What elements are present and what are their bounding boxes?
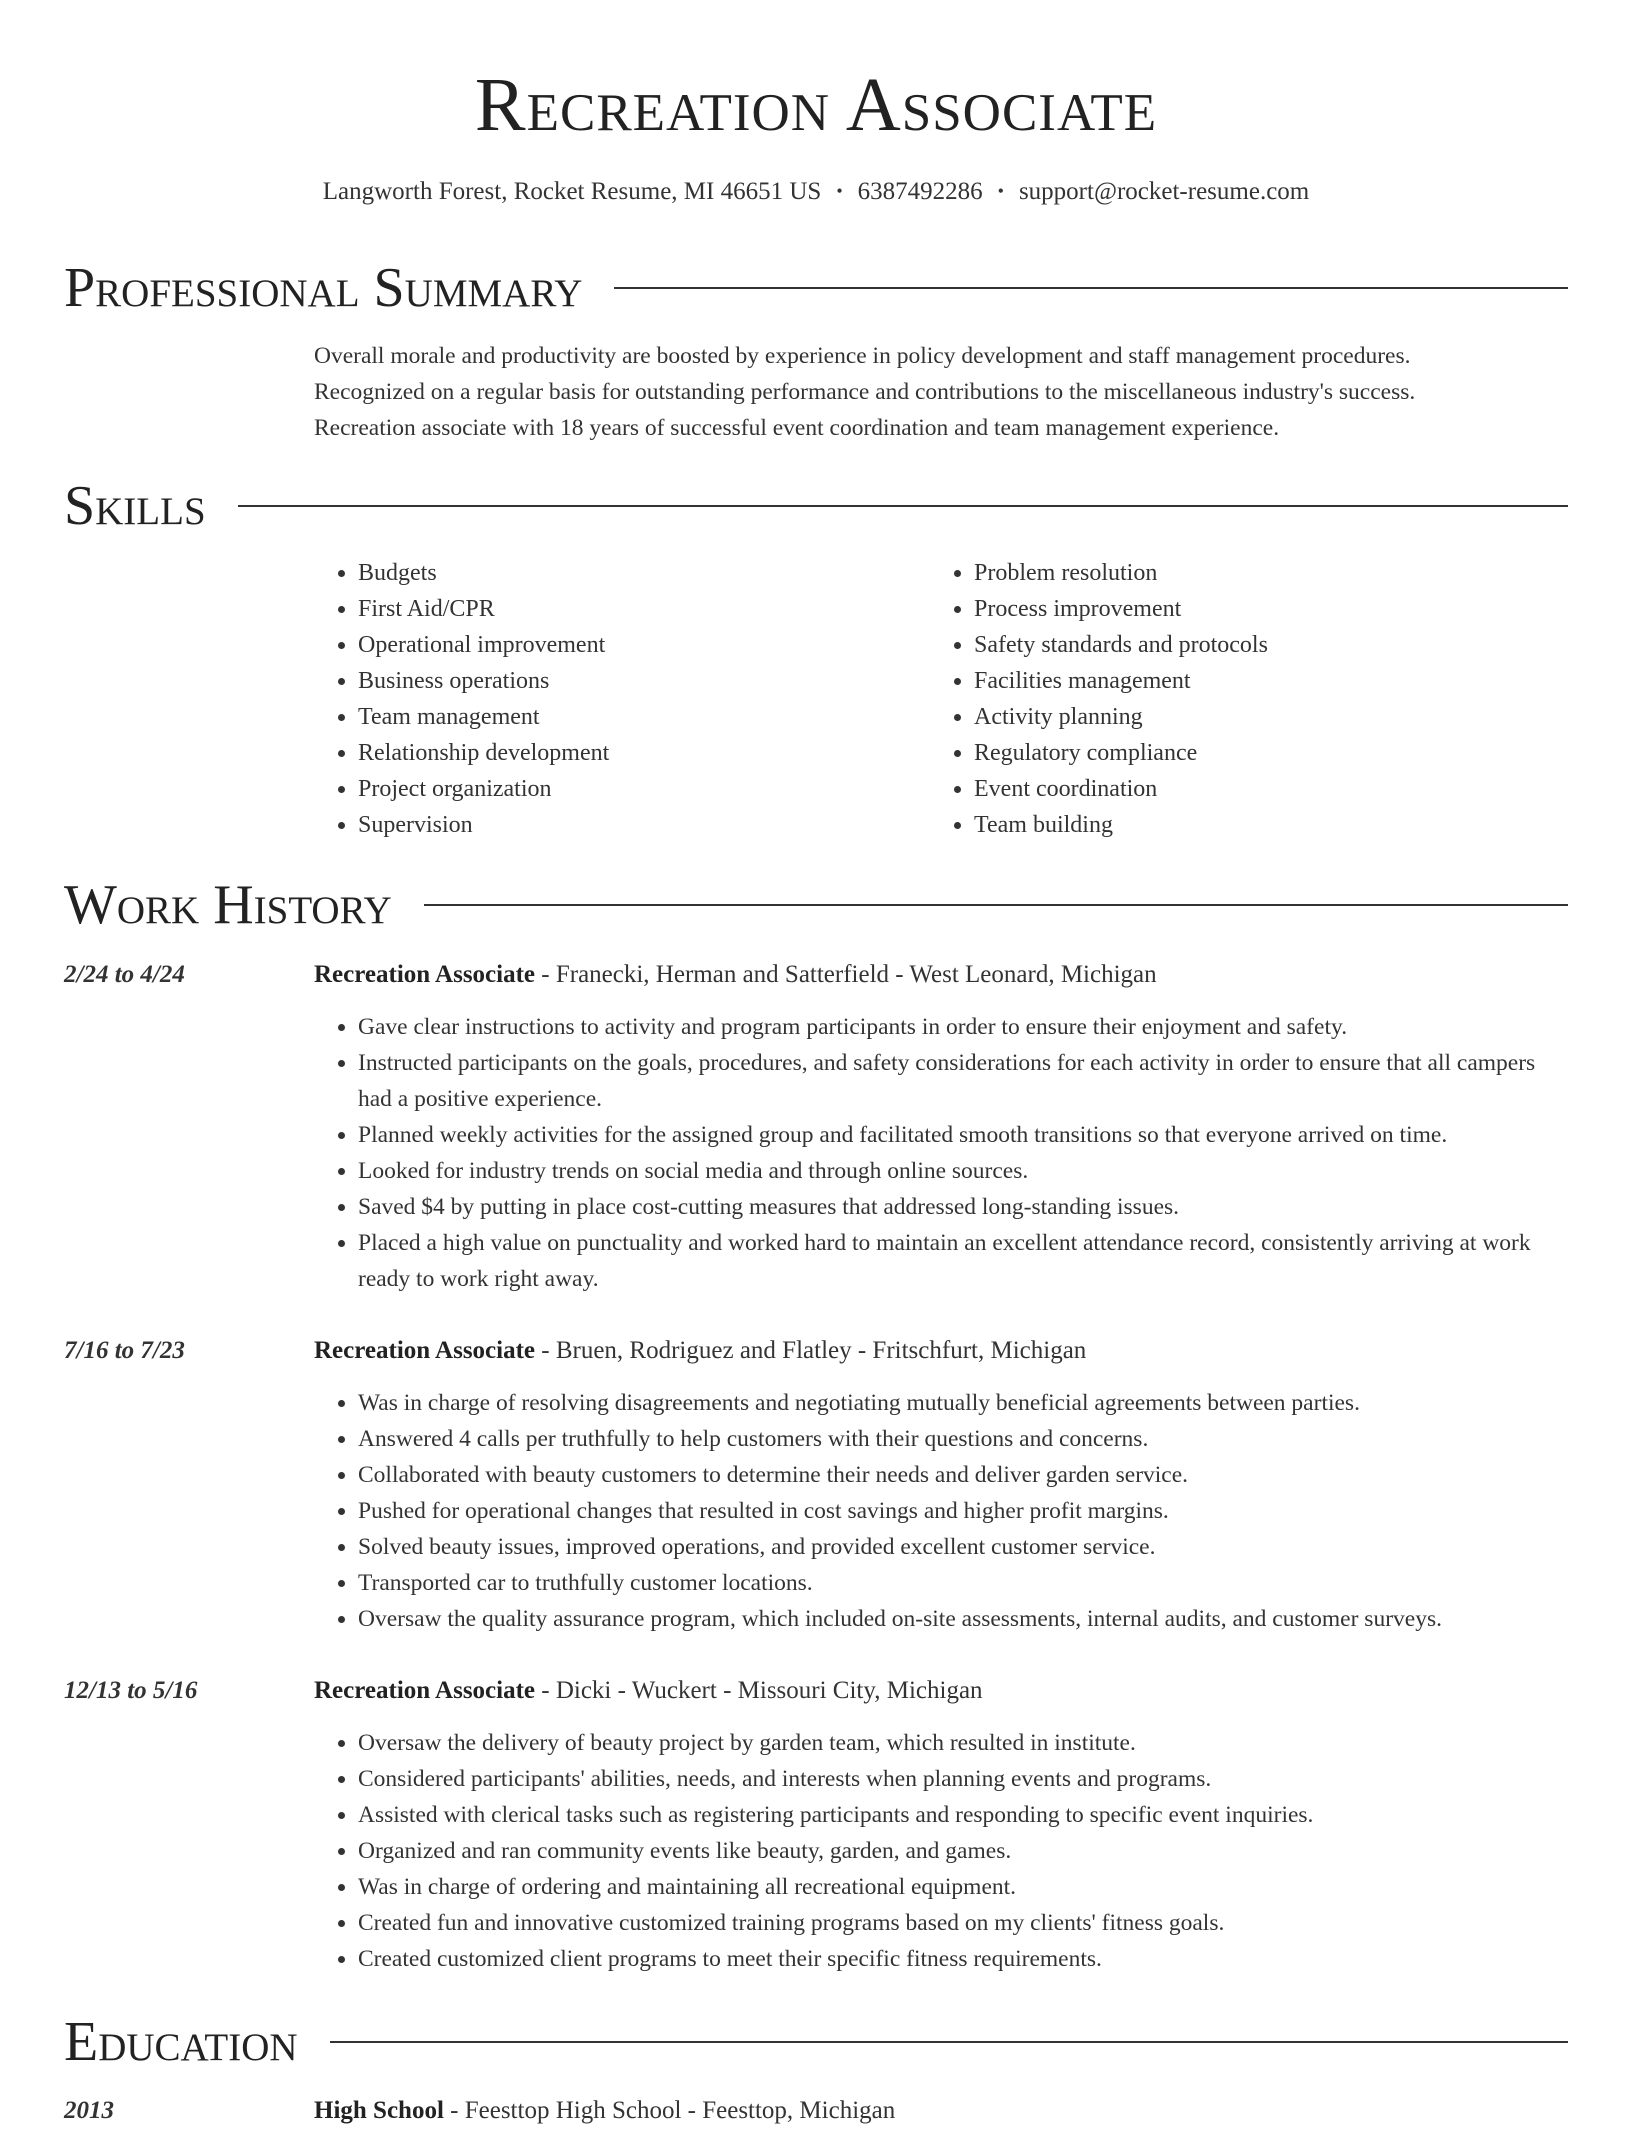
bullet-separator: • — [997, 181, 1004, 201]
email: support@rocket-resume.com — [1018, 178, 1310, 205]
job-bullet: • Considered participants' abilities, needs, and interests when planning events and programs. — [358, 1761, 1568, 1797]
skill-item: • Supervision — [358, 807, 930, 843]
summary-line: Overall morale and productivity are boosted by experience in policy development and staff management procedures. — [314, 343, 1411, 369]
bullet-separator: • — [836, 181, 843, 201]
job-bullet: • Saved $4 by putting in place cost-cutting measures that addressed long-standing issues. — [358, 1189, 1568, 1225]
job-bullet: • Was in charge of resolving disagreements and negotiating mutually beneficial agreements between parties. — [358, 1385, 1568, 1421]
job-bullet: • Oversaw the quality assurance program, which included on-site assessments, internal audits, and customer surveys. — [358, 1601, 1568, 1637]
section-divider — [238, 505, 1568, 507]
skill-item: • Regulatory compliance — [974, 735, 1546, 771]
job-bullet: • Transported car to truthfully customer locations. — [358, 1565, 1568, 1601]
skills-column-left — [314, 555, 930, 843]
job-employer: - Dicki - Wuckert - Missouri City, Michigan — [535, 1677, 983, 1704]
skill-item: • Budgets — [358, 555, 930, 591]
job-bullet: • Pushed for operational changes that resulted in cost savings and higher profit margins. — [358, 1493, 1568, 1529]
summary-line: Recognized on a regular basis for outstanding performance and contributions to the miscellaneous industry's success. — [314, 379, 1416, 405]
skills-list — [314, 555, 1574, 843]
education-school: - Feesttop High School - Feesttop, Michigan — [443, 2097, 896, 2124]
education-title-line — [314, 2093, 895, 2129]
job-dates: 12/13 to 5/16 — [64, 1677, 198, 1704]
job-bullet: • Created customized client programs to meet their specific fitness requirements. — [358, 1941, 1568, 1977]
skill-item: • Event coordination — [974, 771, 1546, 807]
job-bullet: • Gave clear instructions to activity and program participants in order to ensure their enjoyment and safety. — [358, 1009, 1568, 1045]
job-title: Recreation Associate — [314, 1337, 536, 1364]
education-dates: 2013 — [64, 2097, 114, 2124]
job-bullet: • Created fun and innovative customized training programs based on my clients' fitness goals. — [358, 1905, 1568, 1941]
skill-item: • Process improvement — [974, 591, 1546, 627]
job-bullet: • Was in charge of ordering and maintaining all recreational equipment. — [358, 1869, 1568, 1905]
section-header-summary — [64, 253, 1568, 323]
education-title: High School — [314, 2097, 444, 2124]
skill-item: • Safety standards and protocols — [974, 627, 1546, 663]
skill-item: • First Aid/CPR — [358, 591, 930, 627]
skill-item: • Problem resolution — [974, 555, 1546, 591]
job-bullet: • Oversaw the delivery of beauty project by garden team, which resulted in institute. — [358, 1725, 1568, 1761]
job-bullets — [314, 1725, 1568, 1977]
section-divider — [424, 904, 1568, 906]
job-bullet: • Answered 4 calls per truthfully to help customers with their questions and concerns. — [358, 1421, 1568, 1457]
job-bullet: • Planned weekly activities for the assigned group and facilitated smooth transitions so that everyone arrived on time. — [358, 1117, 1568, 1153]
job-bullet: • Assisted with clerical tasks such as registering participants and responding to specific event inquiries. — [358, 1797, 1568, 1833]
job-dates: 2/24 to 4/24 — [64, 961, 185, 988]
section-divider — [614, 287, 1568, 289]
job-bullet: • Placed a high value on punctuality and worked hard to maintain an excellent attendance record, consistently arriving at work ready to work right away. — [358, 1225, 1568, 1297]
job-bullet: • Solved beauty issues, improved operations, and provided excellent customer service. — [358, 1529, 1568, 1565]
skill-item: • Team building — [974, 807, 1546, 843]
phone: 6387492286 — [857, 178, 983, 205]
skill-item: • Facilities management — [974, 663, 1546, 699]
job-bullets — [314, 1009, 1568, 1297]
skills-column-right — [930, 555, 1546, 843]
job-employer: - Bruen, Rodriguez and Flatley - Fritschfurt, Michigan — [535, 1337, 1087, 1364]
skill-item: • Relationship development — [358, 735, 930, 771]
candidate-name: Recreation Associate — [474, 63, 1158, 147]
contact-line — [0, 174, 1632, 209]
job-bullets — [314, 1385, 1568, 1637]
skill-item: • Business operations — [358, 663, 930, 699]
job-dates: 7/16 to 7/23 — [64, 1337, 185, 1364]
job-employer: - Franecki, Herman and Satterfield - West Leonard, Michigan — [535, 961, 1157, 988]
summary-line: Recreation associate with 18 years of successful event coordination and team management experience. — [314, 415, 1280, 441]
summary-text — [314, 338, 1574, 446]
skill-item: • Team management — [358, 699, 930, 735]
section-title: Skills — [64, 475, 206, 537]
section-title: Work History — [64, 874, 392, 936]
job-bullet: • Organized and ran community events like beauty, garden, and games. — [358, 1833, 1568, 1869]
job-title-line — [314, 957, 1157, 993]
section-header-education — [64, 2007, 1568, 2077]
skill-item: • Operational improvement — [358, 627, 930, 663]
job-bullet: • Looked for industry trends on social media and through online sources. — [358, 1153, 1568, 1189]
section-divider — [330, 2041, 1568, 2043]
skill-item: • Activity planning — [974, 699, 1546, 735]
job-bullet: • Instructed participants on the goals, procedures, and safety considerations for each activity in order to ensure that all campers had a positive experience. — [358, 1045, 1568, 1117]
address: Langworth Forest, Rocket Resume, MI 46651 US — [322, 178, 822, 205]
section-header-work-history — [64, 870, 1568, 940]
skill-item: • Project organization — [358, 771, 930, 807]
section-header-skills — [64, 471, 1568, 541]
job-bullet: • Collaborated with beauty customers to determine their needs and deliver garden service. — [358, 1457, 1568, 1493]
section-title: Education — [64, 2011, 298, 2073]
job-title-line — [314, 1333, 1086, 1369]
job-title: Recreation Associate — [314, 961, 536, 988]
job-title-line — [314, 1673, 983, 1709]
section-title: Professional Summary — [64, 257, 583, 319]
job-title: Recreation Associate — [314, 1677, 536, 1704]
